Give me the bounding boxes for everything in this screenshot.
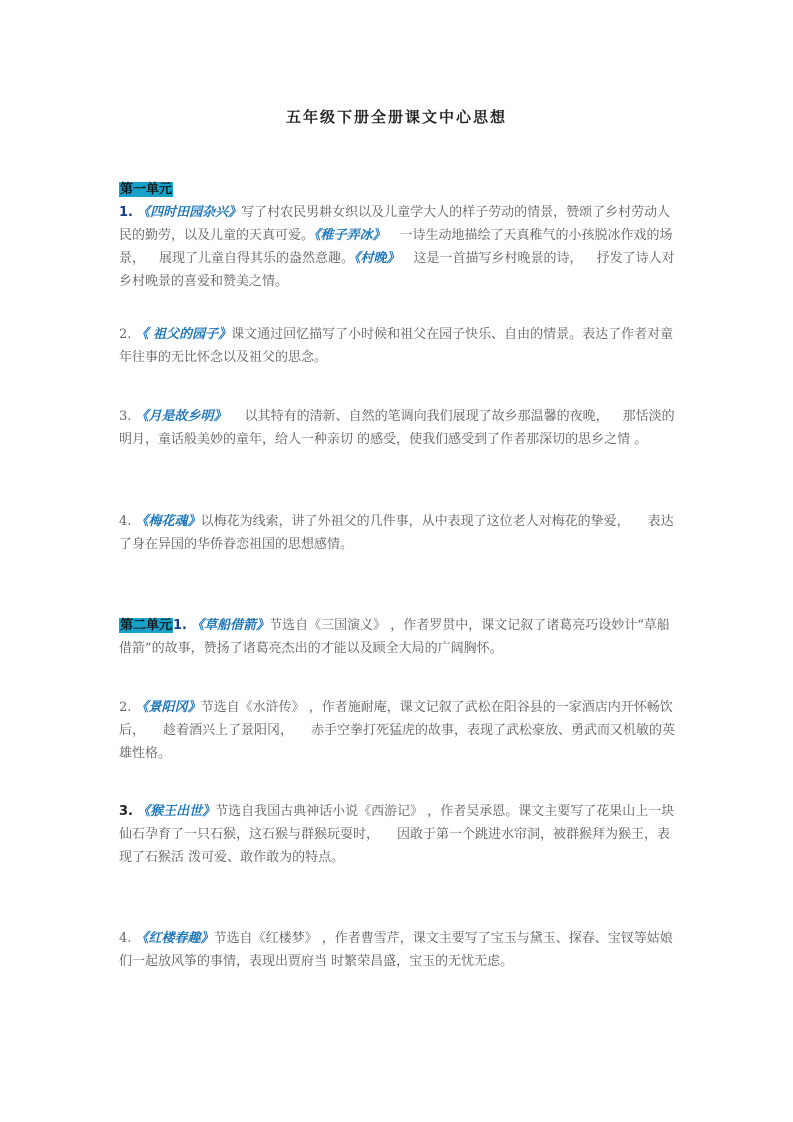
item-number: 3. [119, 409, 132, 424]
unit2-item2-paragraph [119, 696, 679, 765]
unit1-heading: 第一单元 [120, 182, 173, 197]
page-title: 五年级下册全册课文中心思想 [285, 108, 507, 126]
summary-text: 写了村农民男耕女织以及儿童学大人的样子劳动的情景，赞颂了乡村劳动人民的勤劳，以及儿童的天真可爱。 [119, 205, 671, 243]
unit2-heading: 第二单元 [120, 618, 173, 633]
unit1-item2-paragraph [119, 323, 679, 369]
summary-text: 那恬淡的明月，童话般美妙的童年，给人一种亲切 的感受，使我们感受到了作者那深切的思乡之情 。 [119, 409, 675, 447]
summary-text: 这是一首描写乡村晚景的诗， [413, 251, 583, 266]
unit1-item4-paragraph [119, 510, 679, 556]
summary-text: 节选自《红楼梦》 ，作者曹雪芹，课文主要写了宝玉与黛玉、探春、宝钗等姑娘们一起放风筝的事情，表现出贾府当 时繁荣昌盛，宝玉的无忧无虑。 [119, 931, 673, 969]
lesson-title: 《红楼春趣》 [135, 931, 214, 946]
lesson-title: 《月是故乡明》 [135, 409, 227, 424]
item-number: 4. [119, 514, 132, 529]
lesson-title: 《梅花魂》 [135, 514, 201, 529]
summary-text: 课文通过回忆描写了小时候和祖父在园子快乐、自由的情景。表达了作者对童年往事的无比怀念以及祖父的思念。 [119, 327, 674, 365]
summary-text: 展现了儿童自得其乐的盎然意趣。 [159, 251, 355, 266]
unit2-item3-paragraph [119, 800, 679, 869]
summary-text: 表达了身在异国的华侨眷恋祖国的思想感情。 [119, 514, 674, 552]
lesson-title: 《稚子弄冰》 [314, 228, 386, 243]
item-number: 2. [119, 327, 132, 342]
item-number: 4. [119, 931, 132, 946]
summary-text: 赤手空拳打死猛虎的故事，表现了武松豪放、勇武而又机敏的英雄性格。 [119, 723, 676, 761]
lesson-title: 《景阳冈》 [135, 700, 201, 715]
summary-text: 节选自《水浒传》 ，作者施耐庵，课文记叙了武松在阳谷县的一家酒店内开怀畅饮后， [119, 700, 673, 738]
item-number: 1. [173, 618, 187, 633]
summary-text: 趁着酒兴上了景阳冈， [163, 723, 294, 738]
summary-text: 节选自《三国演义》 ，作者罗贯中，课文记叙了诸葛亮巧设妙计“草船借箭”的故事，赞扬了诸葛亮杰出的才能以及顾全大局的广阔胸怀。 [119, 618, 670, 656]
summary-text: 以其特有的清新、自然的笔调向我们展现了故乡那温馨的夜晚， [244, 409, 609, 424]
summary-text: 一诗生动地描绘了天真稚气的小孩脱冰作戏的场景， [119, 228, 673, 266]
summary-text: 节选自我国古典神话小说《西游记》 ，作者吴承恩。课文主要写了花果山上一块仙石孕育了一只石猴，这石猴与群猴玩耍时， [119, 804, 675, 842]
unit1-item1-paragraph [119, 178, 679, 293]
item-number: 2. [119, 700, 132, 715]
lesson-title: 《草船借箭》 [191, 618, 270, 633]
unit2-item4-paragraph [119, 927, 679, 973]
lesson-title: 《猴王出世》 [137, 804, 216, 819]
lesson-title: 《四时田园杂兴》 [137, 205, 242, 220]
lesson-title: 《 祖父的园子》 [135, 327, 232, 342]
summary-text: 因敢于第一个跳进水帘洞，被群猴拜为猴王，表现了石猴活 泼可爱、敢作敢为的特点。 [119, 827, 671, 865]
lesson-title: 《村晚》 [354, 251, 400, 266]
summary-text: 抒发了诗人对乡村晚景的喜爱和赞美之情。 [119, 251, 675, 289]
item-number: 3. [119, 804, 133, 819]
summary-text: 以梅花为线索，讲了外祖父的几件事，从中表现了这位老人对梅花的挚爱， [200, 514, 630, 529]
unit2-item1-paragraph [119, 614, 679, 660]
unit1-item3-paragraph [119, 405, 679, 451]
item-number: 1. [119, 205, 133, 220]
